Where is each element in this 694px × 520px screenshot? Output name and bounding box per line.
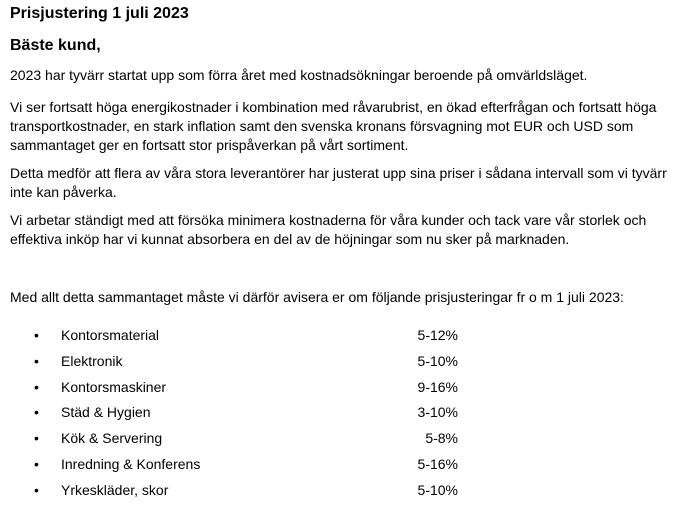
list-item — [10, 326, 490, 352]
bullet-icon: • — [34, 481, 39, 498]
category-name: Inredning & Konferens — [61, 455, 201, 472]
price-range: 5-10% — [417, 481, 458, 498]
document-title: Prisjustering 1 juli 2023 — [10, 5, 189, 22]
list-item — [10, 429, 490, 455]
price-range: 5-12% — [417, 327, 458, 343]
bullet-icon: • — [34, 378, 39, 395]
bullet-icon: • — [34, 455, 39, 472]
list-item — [10, 481, 490, 507]
category-name: Kontorsmaskiner — [61, 378, 167, 395]
category-name: Kontorsmaterial — [61, 327, 160, 343]
category-name: Kök & Servering — [61, 430, 163, 447]
list-item — [10, 403, 490, 429]
bullet-icon: • — [34, 430, 39, 447]
price-adjustment-list — [10, 326, 490, 507]
bullet-icon: • — [34, 352, 39, 369]
category-name: Yrkeskläder, skor — [61, 481, 169, 498]
list-item — [10, 378, 490, 404]
category-name: Städ & Hygien — [61, 404, 151, 421]
price-range: 5-8% — [425, 430, 458, 447]
price-adjustment-intro: Med allt detta sammantaget måste vi därför avisera er om följande prisjusteringar fr o m 1 juli 2023: — [10, 289, 624, 305]
price-range: 3-10% — [417, 404, 458, 421]
paragraph-1: 2023 har tyvärr startat upp som förra året med kostnadsökningar beroende på omvärldsläget. — [10, 67, 588, 83]
paragraph-4: Vi arbetar ständigt med att försöka minimera kostnaderna för våra kunder och tack vare vår storlek och effektiva inköp har vi kunnat absorbera en del av de höjningar som nu sker på marknaden. — [10, 212, 647, 247]
bullet-icon: • — [34, 327, 39, 343]
price-range: 9-16% — [417, 378, 458, 395]
price-range: 5-10% — [417, 352, 458, 369]
paragraph-2: Vi ser fortsatt höga energikostnader i kombination med råvarubrist, en ökad efterfrågan och fortsatt höga transportkostnader, en stark inflation samt den svenska kronans försvagning mot EUR och USD som sammantaget ger en fortsatt stor prispåverkan på vårt sortiment. — [10, 99, 657, 153]
list-item — [10, 352, 490, 378]
bullet-icon: • — [34, 404, 39, 421]
paragraph-3: Detta medför att flera av våra stora leverantörer har justerat upp sina priser i sådana intervall som vi tyvärr inte kan påverka. — [10, 165, 667, 200]
category-name: Elektronik — [61, 352, 123, 369]
price-range: 5-16% — [417, 455, 458, 472]
greeting: Bäste kund, — [10, 37, 101, 54]
list-item — [10, 455, 490, 481]
